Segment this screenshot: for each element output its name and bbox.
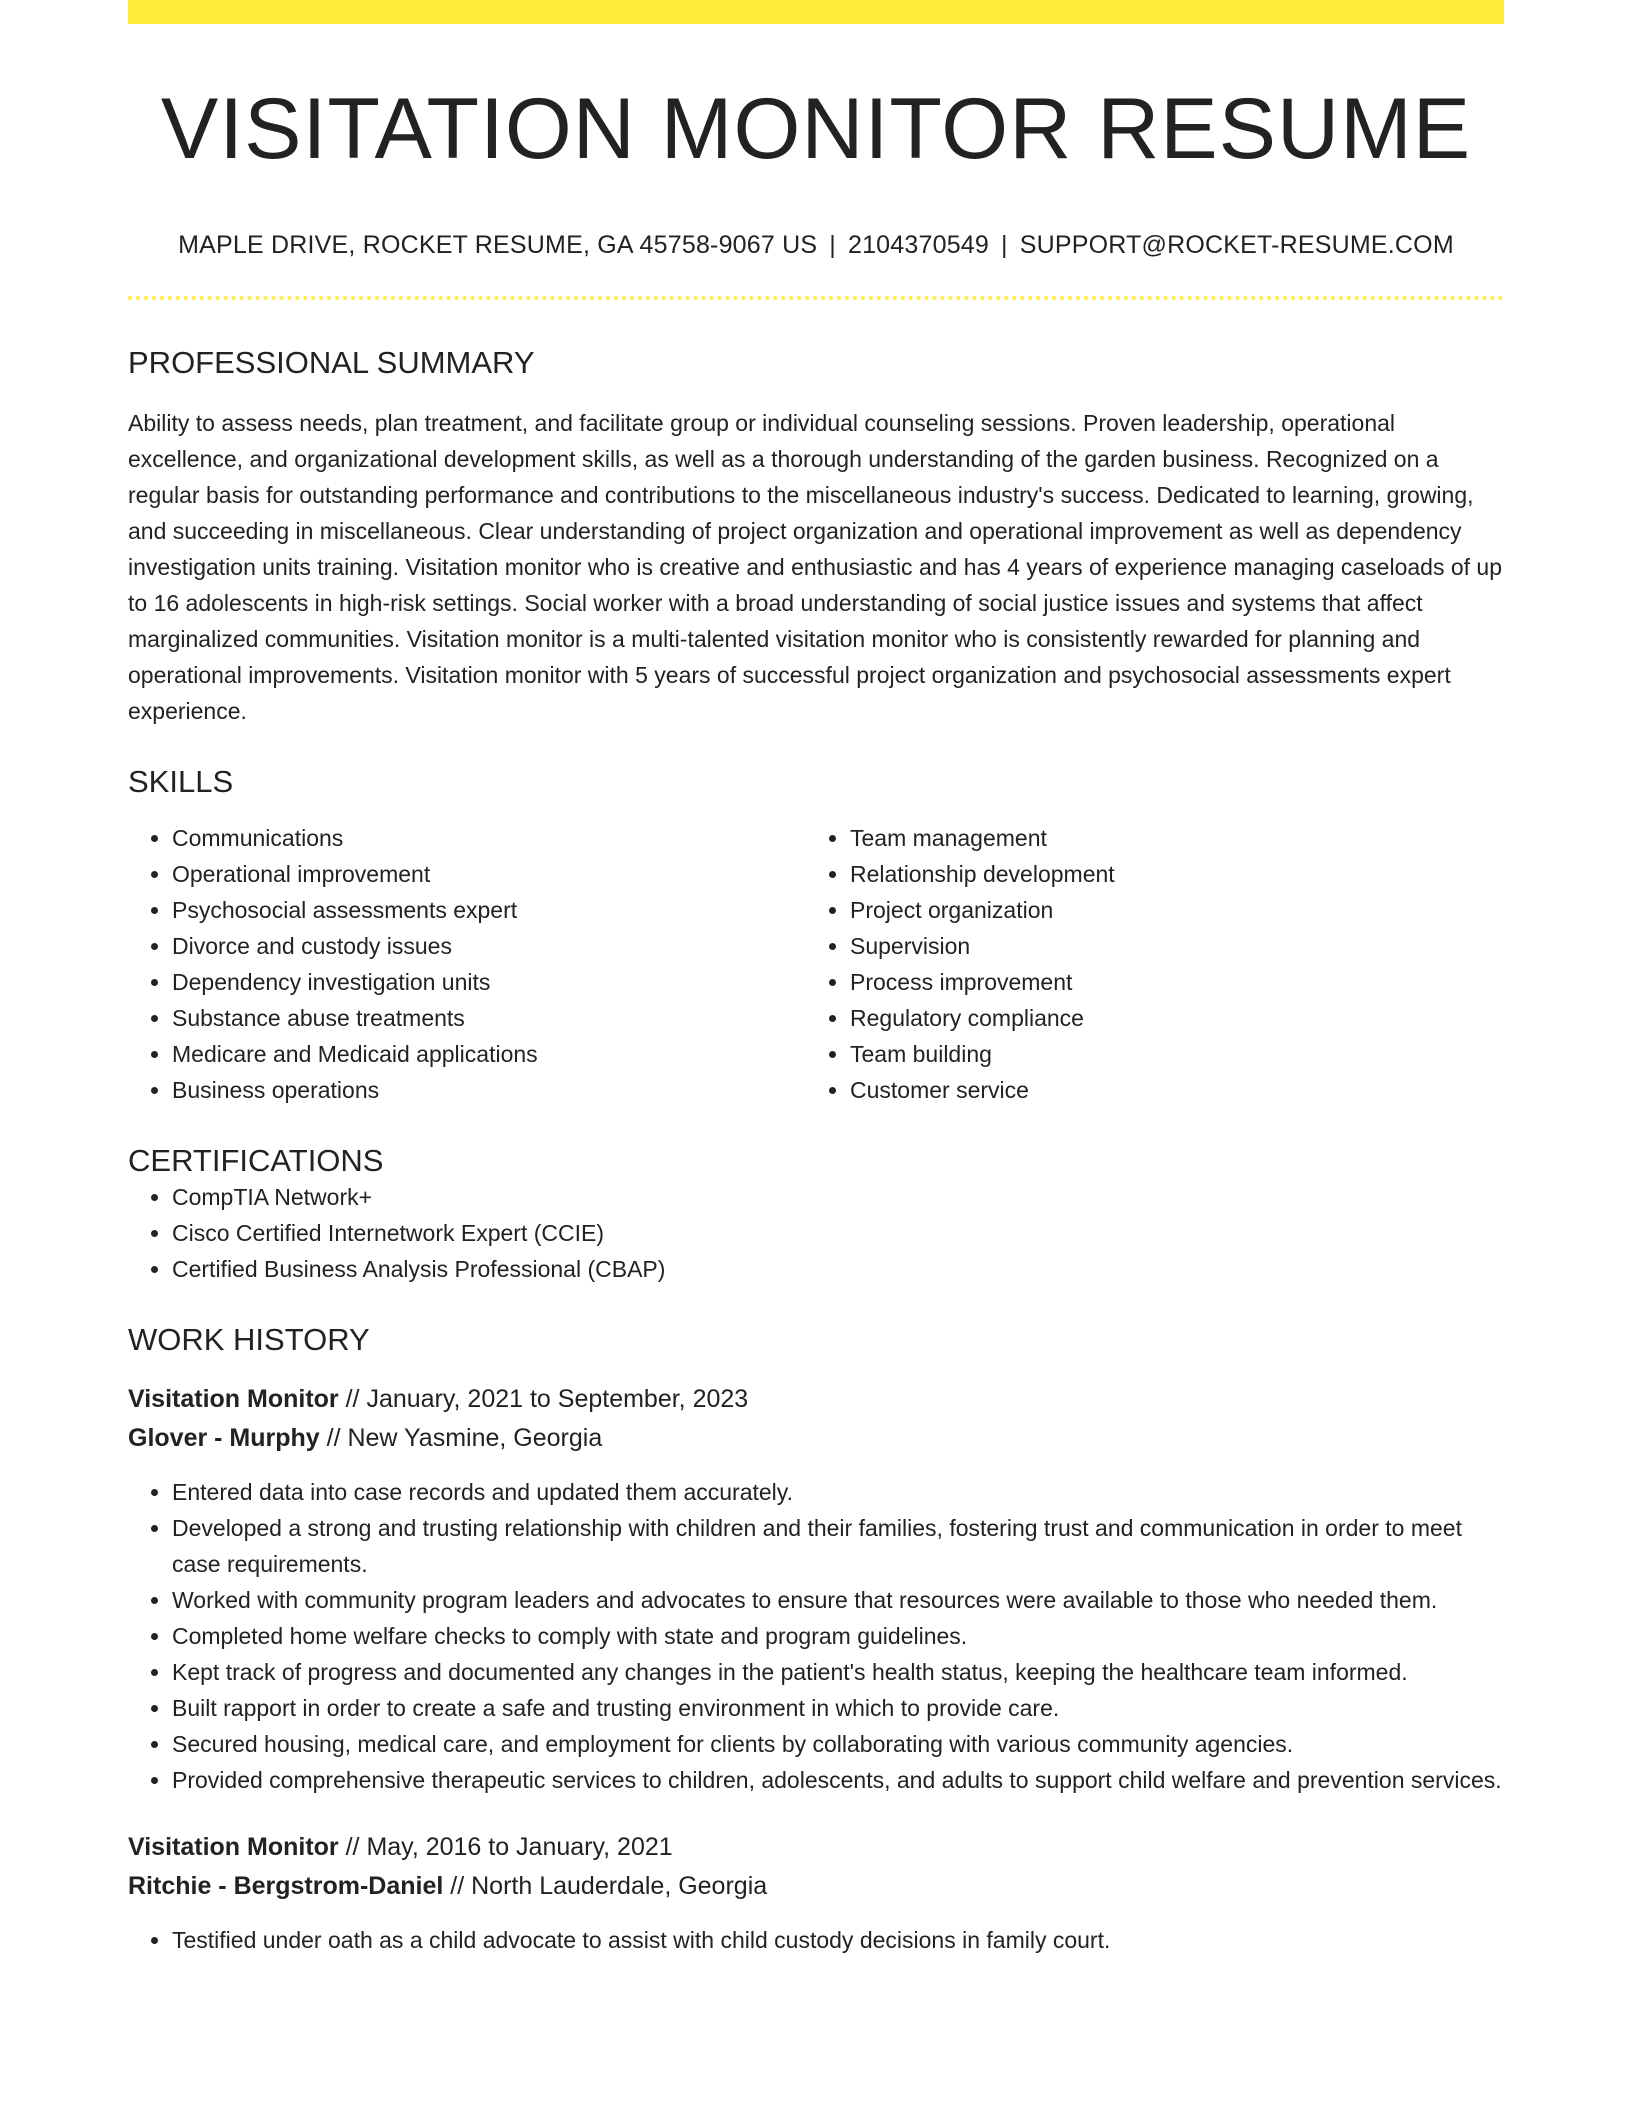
resume-title: VISITATION MONITOR RESUME (160, 81, 1472, 177)
job-1-title-line (128, 1380, 1504, 1419)
job-1-duties (128, 1474, 1504, 1798)
skill-item: • Medicare and Medicaid applications (172, 1036, 806, 1072)
summary-text: Ability to assess needs, plan treatment, and facilitate group or individual counseling sessions. Proven leadership, operational excellence, and organizational development skills, as well as a thorough understanding of the garden business. Recognized on a regular basis for outstanding performance and contributions to the miscellaneous industry's success. Dedicated to learning, growing, and succeeding in miscellaneous. Clear understanding of project organization and operational improvement as well as dependency investigation units training. Visitation monitor who is creative and enthusiastic and has 4 years of experience managing caseloads of up to 16 adolescents in high-risk settings. Social worker with a broad understanding of social justice issues and systems that affect marginalized communities. Visitation monitor is a multi-talented visitation monitor who is consistently rewarded for planning and operational improvements. Visitation monitor with 5 years of successful project organization and psychosocial assessments expert experience. (128, 409, 1502, 724)
skill-item: • Substance abuse treatments (172, 1000, 806, 1036)
job-2-title-line (128, 1828, 1504, 1867)
duty-item: • Completed home welfare checks to comply with state and program guidelines. (172, 1618, 1504, 1654)
skill-item: • Relationship development (850, 856, 1484, 892)
duty-item: • Worked with community program leaders and advocates to ensure that resources were available to those who needed them. (172, 1582, 1504, 1618)
job-2-duties (128, 1922, 1504, 1958)
duty-item: • Provided comprehensive therapeutic services to children, adolescents, and adults to support child welfare and prevention services. (172, 1762, 1504, 1798)
address: MAPLE DRIVE, ROCKET RESUME, GA 45758-9067 US (178, 230, 818, 259)
skill-item: • Supervision (850, 928, 1484, 964)
skills-left-list (128, 820, 806, 1108)
separator: | (829, 230, 836, 259)
company-name: Glover - Murphy (128, 1424, 320, 1453)
skill-item: • Regulatory compliance (850, 1000, 1484, 1036)
top-accent-bar (128, 0, 1504, 24)
duty-item: • Built rapport in order to create a safe and trusting environment in which to provide care. (172, 1690, 1504, 1726)
company-name: Ritchie - Bergstrom-Daniel (128, 1872, 444, 1901)
work-history-heading: WORK HISTORY (128, 1322, 370, 1358)
certifications-heading: CERTIFICATIONS (128, 1142, 384, 1178)
job-2-company-line (128, 1867, 1504, 1906)
phone-number[interactable]: 2104370549 (847, 230, 990, 259)
skill-item: • Customer service (850, 1072, 1484, 1108)
duty-item: • Kept track of progress and documented any changes in the patient's health status, keeping the healthcare team informed. (172, 1654, 1504, 1690)
job-title: Visitation Monitor (128, 1833, 339, 1862)
contact-line (128, 231, 1504, 260)
skills-right-list (806, 820, 1484, 1108)
skills-columns (128, 820, 1504, 1108)
duty-item: • Developed a strong and trusting relationship with children and their families, fostering trust and communication in order to meet case requirements. (172, 1510, 1504, 1582)
certifications-list (128, 1179, 1504, 1287)
skill-item: • Team management (850, 820, 1484, 856)
job-1-company-line (128, 1419, 1504, 1458)
skill-item: • Communications (172, 820, 806, 856)
job-location: // New Yasmine, Georgia (319, 1424, 603, 1453)
duty-item: • Testified under oath as a child advocate to assist with child custody decisions in family court. (172, 1922, 1504, 1958)
skill-item: • Team building (850, 1036, 1484, 1072)
skills-heading: SKILLS (128, 763, 234, 799)
dotted-divider (128, 296, 1504, 300)
email-address[interactable]: SUPPORT@ROCKET-RESUME.COM (1019, 230, 1454, 259)
certification-item: • Certified Business Analysis Professional (CBAP) (172, 1251, 1504, 1287)
separator: | (1001, 230, 1008, 259)
skill-item: • Operational improvement (172, 856, 806, 892)
duty-item: • Entered data into case records and updated them accurately. (172, 1474, 1504, 1510)
skill-item: • Psychosocial assessments expert (172, 892, 806, 928)
certification-item: • CompTIA Network+ (172, 1179, 1504, 1215)
duty-item: • Secured housing, medical care, and employment for clients by collaborating with various community agencies. (172, 1726, 1504, 1762)
skill-item: • Divorce and custody issues (172, 928, 806, 964)
job-title: Visitation Monitor (128, 1385, 339, 1414)
certification-item: • Cisco Certified Internetwork Expert (CCIE) (172, 1215, 1504, 1251)
resume-page (128, 0, 1504, 1958)
skill-item: • Process improvement (850, 964, 1484, 1000)
skill-item: • Dependency investigation units (172, 964, 806, 1000)
job-dates: // May, 2016 to January, 2021 (338, 1833, 673, 1862)
skill-item: • Business operations (172, 1072, 806, 1108)
skill-item: • Project organization (850, 892, 1484, 928)
job-location: // North Lauderdale, Georgia (443, 1872, 768, 1901)
summary-heading: PROFESSIONAL SUMMARY (128, 344, 535, 380)
job-dates: // January, 2021 to September, 2023 (338, 1385, 749, 1414)
